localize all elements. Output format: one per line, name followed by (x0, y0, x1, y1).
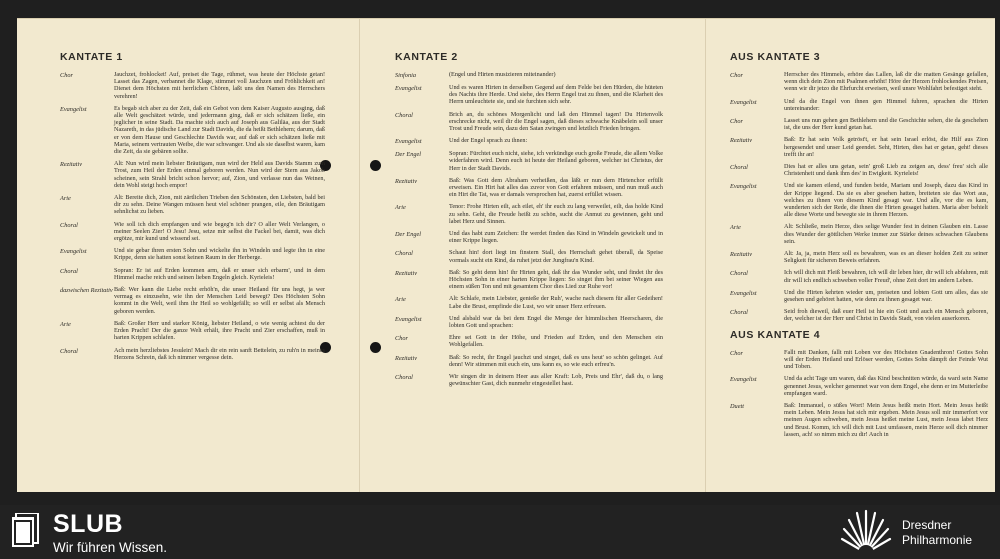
punch-hole (370, 342, 381, 353)
lyric-text: Jauchzet, frohlocket! Auf, preiset die Tage, rühmet, was heute der Höchste getan! Lasset das Zagen, verbannet die Klage, stimmet voll Jauchzen und Fröhlichkeit an! Dienet dem Höchsten mit herrlichen Chören, laßt uns den Namen des Herrschers verehren! (114, 71, 325, 100)
punch-hole (370, 160, 381, 171)
fold-line (359, 19, 360, 492)
lyric-text: (Engel und Hirten musizieren miteinander) (449, 71, 556, 78)
voice-label: Arie (60, 320, 71, 328)
text-section (60, 286, 325, 315)
voice-label: Choral (395, 250, 413, 258)
voice-label: Choral (730, 164, 748, 172)
text-section (395, 354, 663, 368)
lyric-text: Baß: Großer Herr und starker König, liebster Heiland, o wie wenig achtest du der Erden Pracht! Der die ganze Welt erhält, ihre Pracht und Zier erschaffen, muß in harten Krippen schlafen. (114, 319, 325, 342)
lyric-text: Wie soll ich dich empfangen und wie begeg'n ich dir? O aller Welt Verlangen, o meiner Seelen Zier! O Jesu! Jesu, setze mir selbst die Fackel bei, damit, was dich ergötze, mir kund und wissend sei. (114, 220, 325, 243)
voice-label: Evangelist (730, 183, 757, 191)
lyric-text: Herrscher des Himmels, erhöre das Lallen, laß dir die matten Gesänge gefallen, wenn dich dein Zion mit Psalmen erhöht! Höre der Herzen frohlockendes Preisen, wenn wir dir jetzo die Ehrfurcht erweisen, weil unsre Wohlfahrt befestiget steht. (784, 71, 988, 93)
text-section (730, 349, 988, 371)
lyric-text: Sopran: Er ist auf Erden kommen arm, daß er unser sich erbarm', und in dem Himmel mache reich und seinen lieben Engeln gleich. Kyrieleis! (114, 266, 325, 281)
voice-label: Sinfonia (395, 72, 416, 79)
lyric-text: Baß: Wer kann die Liebe recht erhöh'n, die unser Heiland für uns hegt, ja wer vermag es einzusehn, wie ihn der Menschen Leid bewegt? Des Höchsten Sohn kommt in die Welt, weil ihm ihr Heil so wohlgefällt; so will er selbst als Mensch geboren werden. (114, 286, 325, 315)
text-section (395, 150, 663, 172)
radiating-fan-icon[interactable] (838, 509, 894, 555)
lyric-text: Und da die Engel von ihnen gen Himmel fuhren, sprachen die Hirten untereinander: (784, 97, 988, 112)
kantate-1-title: KANTATE 1 (60, 51, 123, 63)
text-section (730, 117, 988, 131)
voice-label: Chor (730, 349, 743, 357)
text-section (60, 221, 325, 243)
lyric-text: Seid froh dieweil, daß euer Heil ist hie ein Gott und auch ein Mensch geboren, der, welcher ist der Herr und Christ in Davids Stadt, von vielen auserkoren. (784, 308, 988, 323)
kantate-3-title: AUS KANTATE 3 (730, 51, 821, 63)
text-section (730, 308, 988, 322)
text-section (730, 289, 988, 303)
lyric-text: Und das habt zum Zeichen: Ihr werdet finden das Kind in Windeln gewickelt und in einer Krippe liegen. (449, 230, 663, 245)
voice-label: Choral (60, 221, 78, 229)
text-section (60, 105, 325, 155)
lyric-text: Alt: Nun wird mein liebster Bräutigam, nun wird der Held aus Davids Stamm zum Trost, zum Heil der Erden einmal geboren werden. Nun wird der Stern aus Jakob scheinen, sein Strahl bricht schon hervor; auf, Zion, und verlasse nun das Weinen, dein Wohl steigt hoch empor! (114, 160, 325, 189)
voice-label: Evangelist (730, 289, 757, 297)
lyric-text: Baß: Immanuel, o süßes Wort! Mein Jesus heißt mein Hort. Mein Jesus heißt mein Leben. Mein Jesus hat sich mir ergeben. Mein Jesus soll mir immerfort vor meinen Augen schweben, mein Jesus heißet meine Lust, mein Jesus labet Herz und Brust. Komm, ich will dich mit Lust umfassen, mein Herze soll dich nimmer lassen, ach! so nimm mich zu dir! Auch in (784, 401, 988, 438)
text-section (395, 249, 663, 263)
voice-label: Duett (730, 402, 744, 410)
lyric-text: Und da acht Tage um waren, daß das Kind beschnitten würde, da ward sein Name genennet Jesus, welcher genennet war von dem Engel, ehe denn er im Mutterleibe empfangen ward. (784, 375, 988, 397)
program-sheet (17, 18, 995, 492)
text-section (395, 315, 663, 329)
lyric-text: Baß: So recht, ihr Engel jauchzt und singet, daß es uns heut' so schön gelinget. Auf denn! Wir stimmen mit euch ein, uns kann es, so wie euch erfreu'n. (449, 353, 663, 368)
text-section (395, 111, 663, 133)
lyric-text: Und alsbald war da bei dem Engel die Menge der himmlischen Heerscharen, die lobten Gott und sprachen: (449, 314, 663, 330)
voice-label: Choral (60, 267, 78, 275)
voice-label: Evangelist (60, 248, 87, 256)
text-section (395, 295, 663, 309)
voice-label: Arie (395, 204, 406, 212)
voice-label: Arie (60, 195, 71, 203)
text-section (60, 247, 325, 261)
text-section (730, 269, 988, 283)
lyric-text: Schaut hin! dort liegt im finstern Stall, des Herrschaft gehet überall, da Speise vormals sucht ein Rind, da ruhet jetzt der Jungfrau'n Kind. (449, 249, 663, 264)
text-section (395, 71, 663, 79)
text-section (730, 250, 988, 264)
lyric-text: Und die Hirten kehrten wieder um, preiseten und lobten Gott um alles, das sie gesehen und gehöret hatten, wie denn zu ihnen gesaget war. (784, 288, 988, 304)
text-section (60, 347, 325, 361)
column-kantate-1 (60, 51, 325, 366)
book-stack-icon[interactable] (12, 513, 42, 549)
voice-label: Rezitativ (395, 354, 418, 362)
text-section (60, 160, 325, 189)
text-section (395, 334, 663, 348)
text-section (730, 402, 988, 438)
voice-label: Chor (395, 335, 408, 343)
voice-label: Chor (60, 72, 73, 79)
lyric-text: Sopran: Fürchtet euch nicht, siehe, ich verkündige euch große Freude, die allem Volke widerfahren wird. Denn euch ist heute der Heiland geboren, welcher ist Christus, der Herr in der Stadt Davids. (449, 150, 663, 172)
philharmonie-name-line-2: Philharmonie (902, 533, 973, 547)
philharmonie-name-line-1: Dresdner (902, 518, 952, 532)
voice-label: Choral (730, 309, 748, 317)
lyric-text: Alt: Bereite dich, Zion, mit zärtlichen Trieben den Schönsten, den Liebsten, bald bei dir zu sehn. Deine Wangen müssen heut viel schöner prangen, eile, den Bräutigam sehnlichst zu lieben. (114, 194, 325, 216)
text-section (60, 71, 325, 100)
lyric-text: Baß: Was Gott dem Abraham verheißen, das läßt er nun dem Hirtenchor erfüllt erweisen. Ein Hirt hat alles das zuvor von Gott erfahren müssen, und nun muß auch ein Hirt die Tat, was er damals versprochen hat, zuerst erfüllet wissen. (449, 176, 663, 199)
lyric-text: Brich an, du schönes Morgenlicht und laß den Himmel tagen! Du Hirtenvolk erschrecke nicht, weil dir die Engel sagen, daß dieses schwache Knäbelein soll unser Trost und Freude sein, dazu den Satan zwingen und letztlich Frieden bringen. (449, 110, 663, 133)
lyric-text: Ich will dich mit Fleiß bewahren, ich will dir leben hier, dir will ich abfahren, mit dir will ich endlich schweben voller Freud', ohne Zeit dort im andern Leben. (784, 269, 988, 284)
voice-label: Chor (730, 118, 743, 126)
text-section (730, 223, 988, 245)
text-section (395, 373, 663, 387)
voice-label: Rezitativ (730, 251, 753, 259)
lyric-text: Tenor: Frohe Hirten eilt, ach eilet, eh' ihr euch zu lang verweilet, eilt, das holde Kind zu sehn. Geht, die Freude heißt zu schön, sucht die Anmut zu gewinnen, geht und labet Herz und Sinnen. (449, 203, 663, 225)
text-section (730, 71, 988, 93)
lyric-text: Dies hat er alles uns getan, sein' groß Lieb zu zeigen an, dess' freu' sich alle Christenheit und dank ihm des' in Ewigkeit. Kyrieleis! (784, 163, 988, 178)
lyric-text: Baß: Er hat sein Volk getröst't, er hat sein Israel erlöst, die Hilf aus Zion hergesendet und unser Leid geendet. Seht, Hirten, dies hat er getan, geht! dieses trefft ihr an! (784, 136, 988, 158)
voice-label: Der Engel (395, 231, 422, 239)
lyric-text: Ehre sei Gott in der Höhe, und Frieden auf Erden, und den Menschen ein Wohlgefallen. (449, 334, 663, 349)
text-section (60, 267, 325, 281)
lyric-text: Lasset uns nun gehen gen Bethlehem und die Geschichte sehen, die da geschehen ist, die uns der Herr kund getan hat. (784, 117, 988, 132)
voice-label: Arie (730, 224, 741, 232)
voice-label: Evangelist (730, 98, 757, 106)
voice-label: Rezitativ (395, 177, 418, 185)
kantate-2-title: KANTATE 2 (395, 51, 458, 63)
lyric-text: Und sie gebar ihren ersten Sohn und wickelte ihn in Windeln und legte ihn in eine Krippe, denn sie hatten sonst keinen Raum in der Herberge. (114, 247, 325, 262)
text-section (730, 136, 988, 158)
voice-label: Evangelist (730, 376, 757, 384)
lyric-text: Fallt mit Danken, fallt mit Loben vor des Höchsten Gnadenthron! Gottes Sohn will der Erden Heiland und Erlöser werden, Gottes Sohn dämpft der Feinde Wut und Toben. (784, 348, 988, 371)
column-kantate-2 (395, 51, 663, 393)
text-section (395, 203, 663, 225)
lyric-text: Wir singen dir in deinem Heer aus aller Kraft: Lob, Preis und Ehr', daß du, o lang gewünschter Gast, dich nunmehr eingestellet hast. (449, 373, 663, 388)
lyric-text: Und es waren Hirten in derselben Gegend auf dem Felde bei den Hürden, die hüteten des Nachts ihre Herde. Und siehe, des Herrn Engel trat zu ihnen, und die Klarheit des Herrn umleuchtete sie, und sie furchten sich sehr. (449, 84, 663, 106)
column-kantate-3-4 (730, 51, 988, 443)
slub-name[interactable]: SLUB (53, 510, 124, 538)
text-section (730, 98, 988, 112)
fold-line (705, 19, 706, 492)
text-section (395, 269, 663, 291)
voice-label: Evangelist (395, 138, 422, 146)
kantate-4-title: AUS KANTATE 4 (730, 328, 821, 341)
voice-label: Choral (60, 347, 78, 355)
lyric-text: Alt: Schlafe, mein Liebster, genieße der Ruh', wache nach diesem für aller Gedeihen! Labe die Brust, empfinde die Lust, wo wir unser Herz erfreuen. (449, 295, 663, 310)
voice-label: Chor (730, 72, 743, 79)
text-section (730, 163, 988, 177)
voice-label: Evangelist (395, 315, 422, 323)
lyric-text: Alt: Ja, ja, mein Herz soll es bewahren, was es an dieser holden Zeit zu seiner Seligkeit für sicheren Beweis erfahren. (784, 250, 988, 265)
text-section (730, 375, 988, 397)
voice-label: Rezitativ (60, 161, 83, 169)
text-section (395, 177, 663, 199)
slub-tagline: Wir führen Wissen. (53, 540, 168, 555)
voice-label: Evangelist (395, 85, 422, 92)
voice-label: Der Engel (395, 151, 422, 159)
voice-label: Evangelist (60, 105, 87, 113)
text-section (730, 182, 988, 218)
text-section (60, 194, 325, 216)
lyric-text: Alt: Schließe, mein Herze, dies selige Wunder fest in deinen Glauben ein. Lasse dies Wunder der göttlichen Werke immer zur Stärke deines schwachen Glaubens sein. (784, 223, 988, 245)
text-section (395, 84, 663, 106)
voice-label: Choral (730, 270, 748, 278)
lyric-text: Es begab sich aber zu der Zeit, daß ein Gebot von dem Kaiser Augusto ausging, daß alle Welt geschätzet würde, und jedermann ging, daß er sich schätzen ließe, ein jeglicher in seine Stadt. Da machte sich auch auf Joseph aus Galiläa, aus der Stadt Nazareth, in das jüdische Land zur Stadt Davids, die da heißt Bethlehem; darum, daß er von dem Hause und Geschlechte Davids war, auf daß er sich schätzen ließe mit Maria, seinem vertrauten Weibe, die war schwanger. Und als sie daselbst waren, kam die Zeit, da sie gebären sollte. (114, 104, 325, 156)
lyric-text: Und der Engel sprach zu ihnen: (449, 137, 528, 145)
voice-label: dazwischen Rezitativ (60, 287, 113, 295)
text-section (395, 137, 663, 145)
lyric-text: Und sie kamen eilend, und funden beide, Mariam und Joseph, dazu das Kind in der Krippe liegend. Da sie es aber gesehen hatten, breiteten sie das Wort aus, welches zu ihnen von diesem Kind gesagt war. Und alle, vor die es kam, wunderten sich der Rede, die ihnen die Hirten gesaget hatten. Maria aber behielt alle diese Worte und bewegte sie in ihrem Herzen. (784, 182, 988, 219)
lyric-text: Ach mein herzliebstes Jesulein! Mach dir ein rein sanft Bettelein, zu ruh'n in meines Herzens Schrein, daß ich nimmer vergesse dein. (114, 346, 325, 361)
voice-label: Rezitativ (395, 269, 418, 277)
voice-label: Choral (395, 374, 413, 382)
voice-label: Arie (395, 296, 406, 304)
voice-label: Choral (395, 111, 413, 119)
text-section (60, 320, 325, 342)
voice-label: Rezitativ (730, 137, 753, 145)
lyric-text: Baß: So geht denn hin! ihr Hirten geht, daß ihr das Wunder seht, und findet ihr des Höchsten Sohn in einer harten Krippe liegen: So singet ihm bei seiner Wiegen aus einem süßen Ton und mit gesamtem Chor dies Lied zur Ruhe vor! (449, 268, 663, 291)
text-section (395, 230, 663, 244)
